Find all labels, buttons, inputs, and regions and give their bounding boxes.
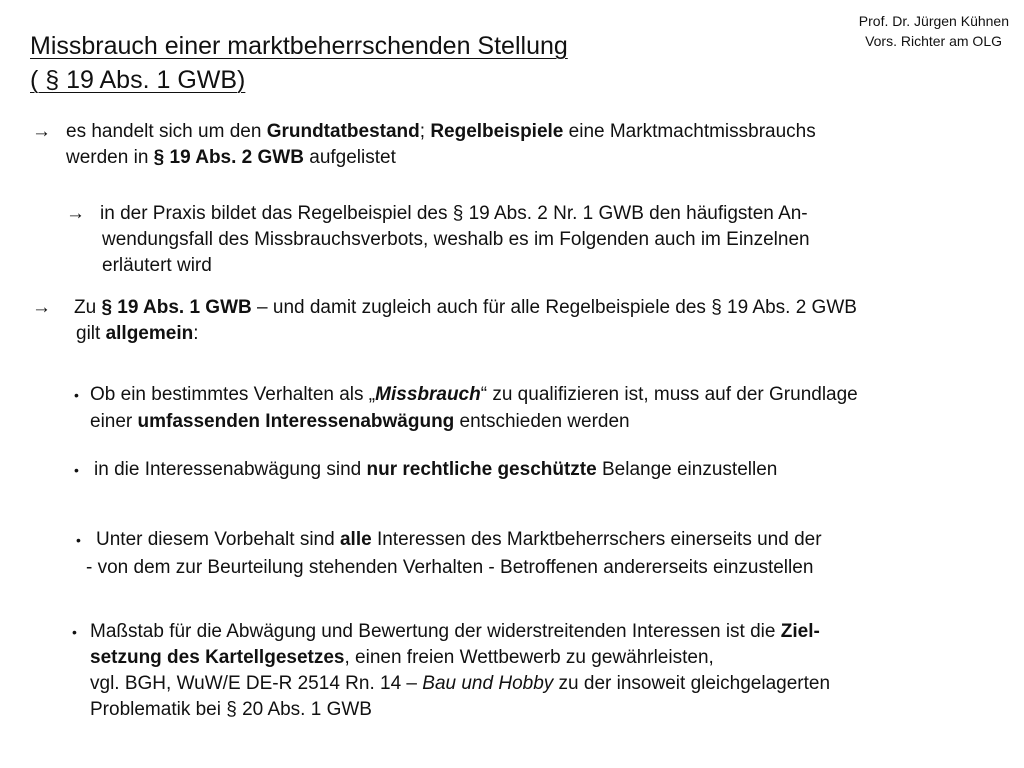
para2-line-1: in der Praxis bildet das Regelbeispiel des § 19 Abs. 2 Nr. 1 GWB den häufigsten An- [100,203,808,224]
bullet1-line-2: einer umfassenden Interessenabwägung entschieden werden [90,411,630,432]
arrow-icon: → [32,297,51,318]
bullet-icon: • [74,387,79,403]
para3-line-1: Zu § 19 Abs. 1 GWB – und damit zugleich auch für alle Regelbeispiele des § 19 Abs. 2 GWB [74,297,857,318]
bullet2-line-1: in die Interessenabwägung sind nur rechtliche geschützte Belange einzustellen [94,459,778,480]
bullet-icon: • [76,532,81,548]
slide-title-line-2: ( § 19 Abs. 1 GWB) [30,66,246,94]
bullet1-line-1: Ob ein bestimmtes Verhalten als „Missbrauch“ zu qualifizieren ist, muss auf der Grundlage [90,384,858,405]
author-name: Prof. Dr. Jürgen Kühnen [858,13,1009,29]
bullet-icon: • [74,462,79,478]
bullet4-line-3: vgl. BGH, WuW/E DE-R 2514 Rn. 14 – Bau und Hobby zu der insoweit gleichgelagerten [90,673,831,694]
arrow-icon: → [32,121,51,142]
arrow-icon: → [66,203,85,224]
para1-line-2: werden in § 19 Abs. 2 GWB aufgelistet [66,147,396,168]
bullet3-line-2: - von dem zur Beurteilung stehenden Verhalten - Betroffenen andererseits einzustellen [86,557,814,578]
bullet4-line-4: Problematik bei § 20 Abs. 1 GWB [90,699,372,720]
bullet4-line-1: Maßstab für die Abwägung und Bewertung der widerstreitenden Interessen ist die Ziel- [90,621,820,642]
author-role: Vors. Richter am OLG [865,33,1002,49]
bullet3-line-1: Unter diesem Vorbehalt sind alle Interessen des Marktbeherrschers einerseits und der [96,529,822,550]
bullet4-line-2: setzung des Kartellgesetzes, einen freien Wettbewerb zu gewährleisten, [90,647,714,668]
para3-line-2: gilt allgemein: [76,323,199,344]
slide-title-line-1: Missbrauch einer marktbeherrschenden Stellung [30,32,568,60]
bullet-icon: • [72,624,77,640]
para2-line-3: erläutert wird [102,255,212,276]
para1-line-1: es handelt sich um den Grundtatbestand; Regelbeispiele eine Marktmachtmissbrauchs [66,121,816,142]
para2-line-2: wendungsfall des Missbrauchsverbots, weshalb es im Folgenden auch im Einzelnen [102,229,810,250]
